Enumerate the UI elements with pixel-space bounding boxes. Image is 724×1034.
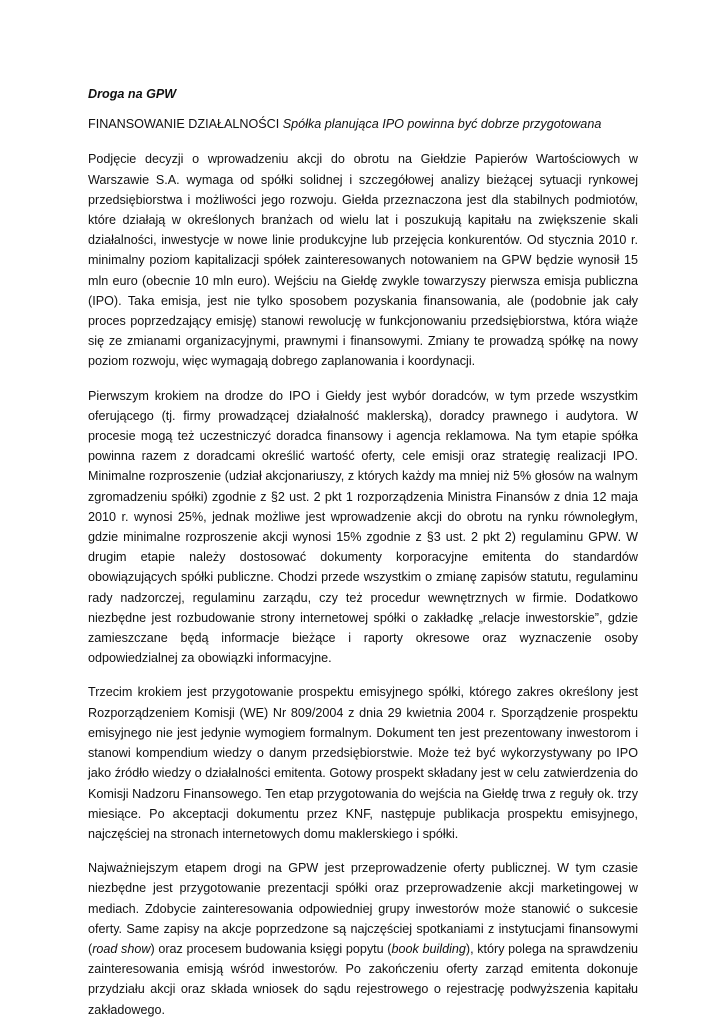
paragraph-3: Trzecim krokiem jest przygotowanie prospektu emisyjnego spółki, którego zakres określony jest Rozporządzeniem Komisji (WE) Nr 809/2004 z dnia 29 kwietnia 2004 r. Sporządzenie prospektu emisyjnego nie jest jedynie wymogiem formalnym. Dokument ten jest prezentowany inwestorom i stanowi kompendium wiedzy o danym przedsiębiorstwie. Może też być wykorzystywany po IPO jako źródło wiedzy o działalności emitenta. Gotowy prospekt składany jest w celu zatwierdzenia do Komisji Nadzoru Finansowego. Ten etap przygotowania do wejścia na Giełdę trwa z reguły ok. trzy miesiące. Po akceptacji dokumentu przez KNF, następuje publikacja prospektu emisyjnego, najczęściej na stronach internetowych domu maklerskiego i spółki. <box>88 685 638 841</box>
document-title: Droga na GPW <box>88 87 177 101</box>
term-road-show: road show <box>92 941 151 956</box>
term-book-building: book building <box>391 941 466 956</box>
document-page <box>88 84 638 1034</box>
paragraph-4-part2: ) oraz procesem budowania księgi popytu ( <box>150 941 392 956</box>
document-subtitle <box>88 114 638 134</box>
paragraph-4 <box>88 858 638 1020</box>
subtitle-italic: Spółka planująca IPO powinna być dobrze przygotowana <box>282 117 602 132</box>
paragraph-2: Pierwszym krokiem na drodze do IPO i Giełdy jest wybór doradców, w tym przede wszystkim oferującego (tj. firmy prowadzącej działalność maklerską), doradcy prawnego i audytora. W procesie mogą też uczestniczyć doradca finansowy i agencja reklamowa. Na tym etapie spółka powinna razem z doradcami określić wartość oferty, cele emisji oraz strategię realizacji IPO. Minimalne rozproszenie (udział akcjonariuszy, z których każdy ma mniej niż 5% głosów na walnym zgromadzeniu spółki) zgodnie z §2 ust. 2 pkt 1 rozporządzenia Ministra Finansów z dnia 12 maja 2010 r. wynosi 25%, jednak możliwe jest wprowadzenie akcji do obrotu na rynku równoległym, gdzie minimalne rozproszenie akcji wynosi 15% zgodnie z §3 ust. 2 pkt 2) regulaminu GPW. W drugim etapie należy dostosować dokumenty korporacyjne emitenta do standardów obowiązujących spółki publiczne. Chodzi przede wszystkim o zmianę zapisów statutu, regulaminu rady nadzorczej, regulaminu zarządu, czy też procedur wewnętrznych w firmie. Dodatkowo niezbędne jest rozbudowanie strony internetowej spółki o zakładkę „relacje inwestorskie”, gdzie zamieszczane będą informacje bieżące i raporty okresowe oraz wyznaczenie osoby odpowiedzialnej za obowiązki informacyjne. <box>88 388 638 666</box>
paragraph-4-part1: Najważniejszym etapem drogi na GPW jest przeprowadzenie oferty publicznej. W tym czasie niezbędne jest przygotowanie prezentacji spółki oraz przeprowadzenie akcji marketingowej w mediach. Zdobycie zainteresowania odpowiedniej grupy inwestorów może stanowić o sukcesie oferty. Same zapisy na akcje poprzedzone są najczęściej spotkaniami z instytucjami finansowymi ( <box>88 861 638 956</box>
paragraph-4-part3: ), który polega na sprawdzeniu zainteresowania emisją wśród inwestorów. Po zakończeniu oferty zarząd emitenta dokonuje przydziału akcji oraz składa wniosek do sądu rejestrowego o rejestrację podwyższenia kapitału zakładowego. <box>88 941 638 1017</box>
paragraph-1: Podjęcie decyzji o wprowadzeniu akcji do obrotu na Giełdzie Papierów Wartościowych w Warszawie S.A. wymaga od spółki solidnej i szczegółowej analizy bieżącej sytuacji rynkowej przedsiębiorstwa i możliwości jego rozwoju. Giełda przeznaczona jest dla stabilnych podmiotów, które działają w określonych branżach od wielu lat i poszukują kapitału na zwiększenie skali działalności, inwestycje w nowe linie produkcyjne lub przejęcia konkurentów. Od stycznia 2010 r. minimalny poziom kapitalizacji spółek zainteresowanych notowaniem na GPW będzie wynosił 15 mln euro (obecnie 10 mln euro). Wejściu na Giełdę zwykle towarzyszy pierwsza emisja publiczna (IPO). Taka emisja, jest nie tylko sposobem pozyskania finansowania, ale (podobnie jak cały proces poprzedzający emisję) stanowi rewolucję w funkcjonowaniu przedsiębiorstwa, która wiąże się ze zmianami organizacyjnymi, prawnymi i finansowymi. Zmiany te prowadzą spółkę na nowy poziom rozwoju, więc wymagają dobrego zaplanowania i koordynacji. <box>88 152 638 369</box>
subtitle-caps: FINANSOWANIE DZIAŁALNOŚCI <box>88 117 280 132</box>
